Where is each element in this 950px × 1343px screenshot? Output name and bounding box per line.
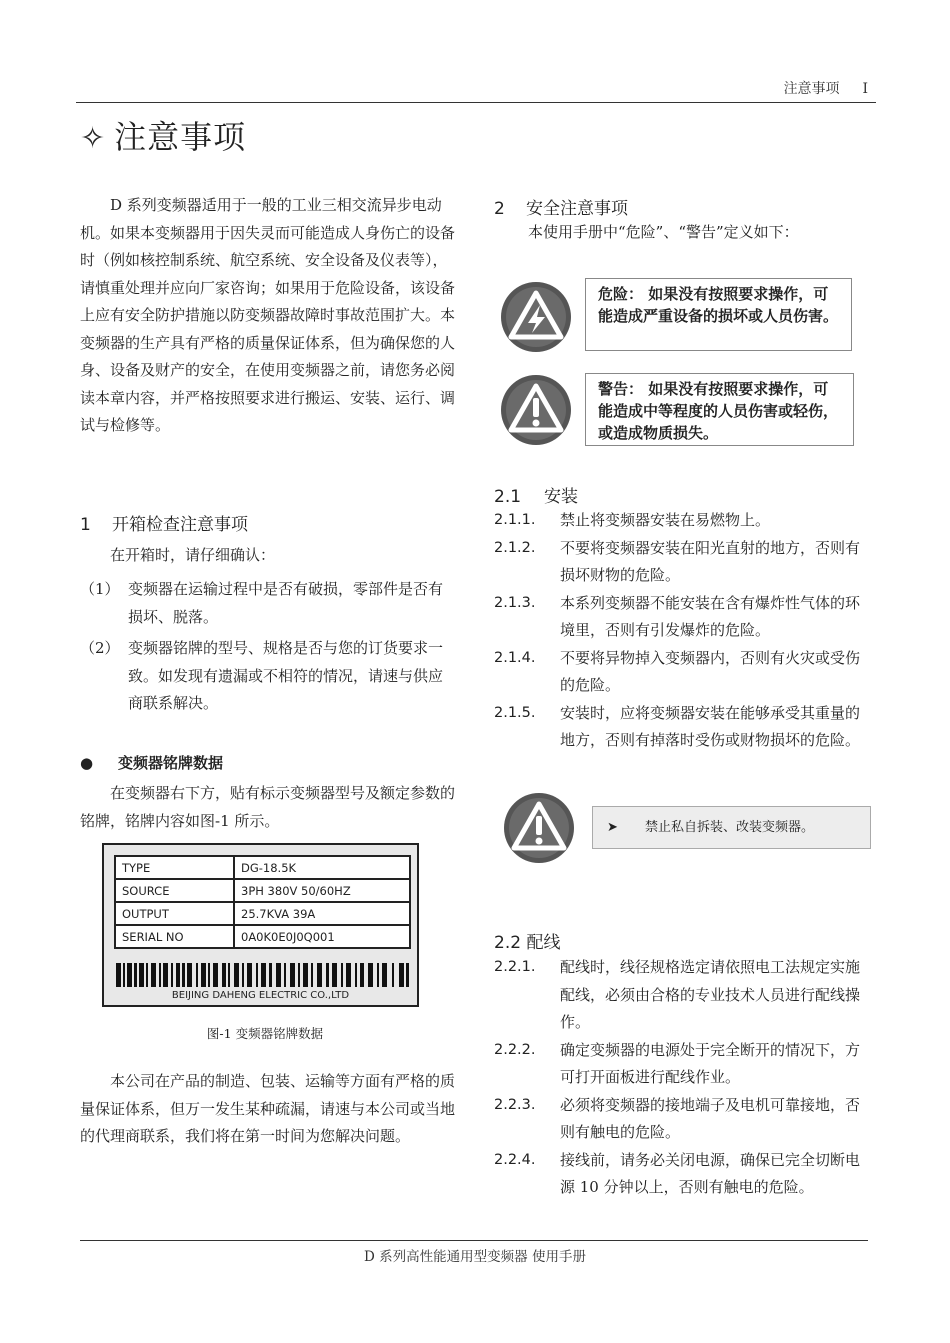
nameplate-title: 变频器铭牌数据 (118, 754, 224, 772)
wiring-number: 2.2 (494, 933, 522, 953)
install-title: 安装 (544, 487, 578, 507)
list-item-text: 安装时，应将变频器安装在能够承受其重量的地方，否则有掉落时受伤或财物损坏的危险。 (560, 703, 861, 749)
section1-heading (80, 510, 248, 535)
nameplate-figure (102, 843, 419, 1007)
page-title-text: 注意事项 (114, 118, 247, 156)
list-item (494, 645, 872, 700)
wiring-heading (494, 928, 560, 953)
list-item (494, 507, 872, 535)
section1-list (80, 576, 456, 718)
list-item (494, 1037, 872, 1092)
section2-number: 2 (494, 199, 505, 219)
list-item-number: （1） (80, 580, 120, 598)
list-item (80, 576, 456, 631)
nameplate-key: TYPE (115, 856, 234, 879)
list-item (494, 700, 872, 755)
section1-title: 开箱检查注意事项 (112, 515, 248, 535)
install-heading (494, 482, 578, 507)
nameplate-value: DG-18.5K (234, 856, 410, 879)
warning-icon (500, 374, 572, 446)
list-item-text: 禁止将变频器安装在易燃物上。 (560, 511, 771, 529)
section2-lead: 本使用手册中“危险”、“警告”定义如下： (528, 223, 799, 241)
table-row (115, 879, 410, 902)
section2-title: 安全注意事项 (526, 199, 628, 219)
footer-divider (80, 1240, 868, 1241)
nameplate-value: 3PH 380V 50/60HZ (234, 879, 410, 902)
list-item (494, 590, 872, 645)
intro-paragraph: D 系列变频器适用于一般的工业三相交流异步电动机。如果本变频器用于因失灵而可能造成人身伤亡的设备时（例如核控制系统、航空系统、安全设备及仪表等），请慎重处理并应向厂家咨询；如果用于危险设备，该设备上应有安全防护措施以防变频器故障时事故范围扩大。本变频器的生产具有严格的质量保证体系，但为确保您的人身、设备及财产的安全，在使用变频器之前，请您务必阅读本章内容，并严格按照要求进行搬运、安装、运行、调试与检修等。 (80, 196, 456, 434)
warning-definition: 警告： 如果没有按照要求操作，可能造成中等程度的人员伤害或轻伤，或造成物质损失。 (585, 373, 854, 446)
list-item-text: 必须将变频器的接地端子及电机可靠接地，否则有触电的危险。 (560, 1095, 861, 1141)
install-number: 2.1 (494, 487, 522, 507)
install-list (494, 507, 872, 755)
page-title (80, 112, 246, 158)
closing-paragraph: 本公司在产品的制造、包装、运输等方面有严格的质量保证体系，但万一发生某种疏漏，请速与本公司或当地的代理商联系，我们将在第一时间为您解决问题。 (80, 1072, 456, 1145)
page-footer: D 系列高性能通用型变频器 使用手册 (364, 1249, 586, 1265)
arrow-icon: ➤ (607, 820, 618, 835)
barcode-icon (116, 963, 409, 987)
nameplate-company: BEIJING DAHENG ELECTRIC CO.,LTD (171, 990, 350, 1001)
nameplate-key: SERIAL NO (115, 925, 234, 948)
list-item (494, 1092, 872, 1147)
danger-definition: 危险： 如果没有按照要求操作，可能造成严重设备的损坏或人员伤害。 (585, 278, 852, 351)
list-item (494, 535, 872, 590)
list-item-number: 2.2.2. (494, 1041, 536, 1058)
list-item-number: 2.2.3. (494, 1096, 536, 1113)
nameplate-value: 0A0K0E0J0Q001 (234, 925, 410, 948)
page-header (784, 78, 868, 98)
list-item-text: 本系列变频器不能安装在含有爆炸性气体的环境里，否则有引发爆炸的危险。 (560, 593, 861, 639)
table-row (115, 856, 410, 879)
header-section: 注意事项 (783, 81, 840, 97)
list-item-number: 2.1.5. (494, 704, 536, 721)
list-item-text: 配线时，线径规格选定请依照电工法规定实施配线，必须由合格的专业技术人员进行配线操作。 (560, 958, 861, 1031)
header-divider (76, 102, 876, 103)
list-item (80, 635, 456, 718)
list-item-number: 2.1.2. (494, 539, 536, 556)
list-item-text: 变频器在运输过程中是否有破损，零部件是否有损坏、脱落。 (128, 580, 444, 626)
diamond-icon: ✧ (80, 121, 107, 156)
prohibit-notice (592, 806, 871, 849)
section2-heading (494, 194, 628, 219)
list-item-number: 2.2.4. (494, 1151, 536, 1168)
list-item-number: 2.1.4. (494, 649, 536, 666)
bullet-icon: ● (80, 754, 94, 772)
section1-number: 1 (80, 515, 91, 535)
header-page-number: I (862, 81, 868, 97)
wiring-title: 配线 (526, 933, 561, 953)
danger-icon (500, 281, 572, 353)
list-item-text: 不要将异物掉入变频器内，否则有火灾或受伤的危险。 (560, 648, 861, 694)
prohibit-text: 禁止私自拆装、改装变频器。 (645, 820, 815, 835)
warning-icon (503, 792, 575, 864)
table-row (115, 902, 410, 925)
list-item (494, 954, 872, 1037)
nameplate-value: 25.7KVA 39A (234, 902, 410, 925)
list-item-number: 2.1.1. (494, 512, 536, 528)
list-item-text: 接线前，请务必关闭电源，确保已完全切断电源 10 分钟以上，否则有触电的危险。 (560, 1150, 861, 1196)
list-item (494, 1147, 872, 1202)
nameplate-key: OUTPUT (115, 902, 234, 925)
nameplate-table (114, 855, 411, 949)
list-item-number: （2） (80, 639, 120, 657)
nameplate-paragraph: 在变频器右下方，贴有标示变频器型号及额定参数的铭牌，铭牌内容如图-1 所示。 (80, 784, 456, 830)
nameplate-heading (80, 752, 223, 773)
list-item-text: 不要将变频器安装在阳光直射的地方，否则有损坏财物的危险。 (560, 538, 861, 584)
list-item-text: 确定变频器的电源处于完全断开的情况下，方可打开面板进行配线作业。 (560, 1040, 861, 1086)
figure-caption: 图-1 变频器铭牌数据 (206, 1026, 324, 1041)
list-item-text: 变频器铭牌的型号、规格是否与您的订货要求一致。如发现有遗漏或不相符的情况，请速与供应商联系解决。 (128, 639, 444, 712)
table-row (115, 925, 410, 948)
list-item-number: 2.2.1. (494, 959, 536, 975)
list-item-number: 2.1.3. (494, 594, 536, 611)
wiring-list (494, 954, 872, 1202)
nameplate-key: SOURCE (115, 879, 234, 902)
section1-lead: 在开箱时，请仔细确认： (110, 546, 276, 564)
